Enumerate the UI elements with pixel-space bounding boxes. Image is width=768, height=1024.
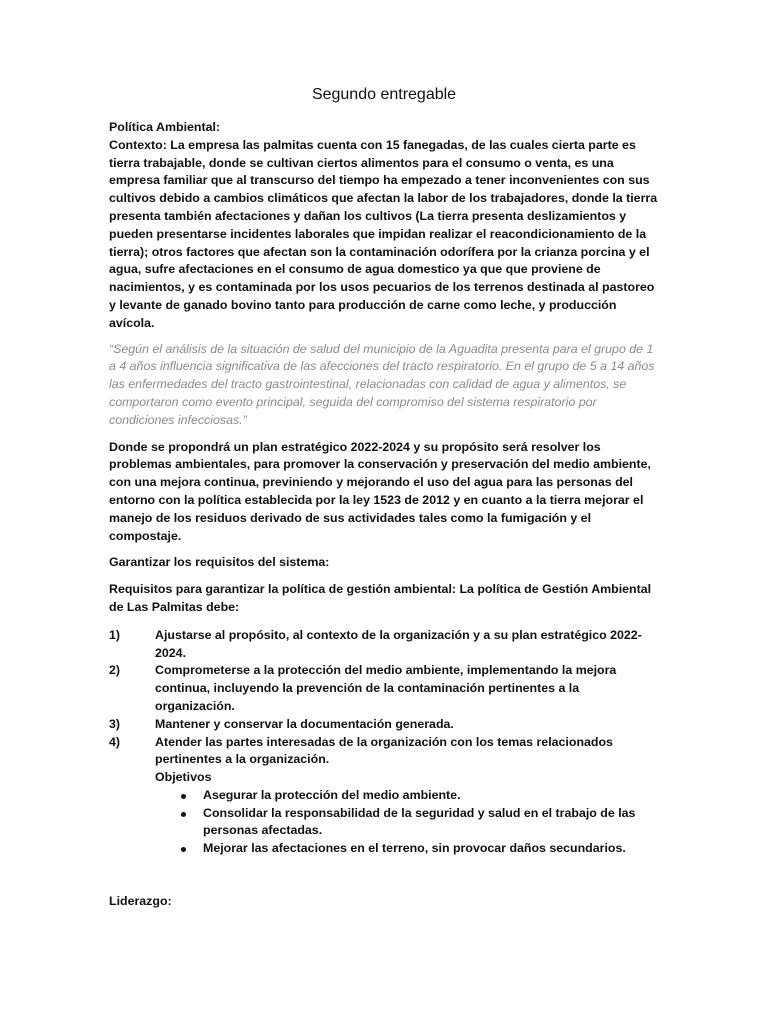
guarantee-heading: Garantizar los requisitos del sistema: xyxy=(109,555,330,570)
list-item-text: Mejorar las afectaciones en el terreno, sin provocar daños secundarios. xyxy=(203,841,626,856)
list-number: 1) xyxy=(109,627,121,642)
policy-heading: Política Ambiental: xyxy=(109,120,221,134)
list-item-text: Ajustarse al propósito, al contexto de la organización y a su plan estratégico 2022-2024. xyxy=(155,627,642,660)
requirements-list xyxy=(109,627,659,769)
bullet-icon xyxy=(181,847,186,852)
list-number: 3) xyxy=(109,716,121,731)
list-item xyxy=(109,627,659,663)
list-item xyxy=(109,787,659,805)
document-body xyxy=(109,119,659,911)
context-text: La empresa las palmitas cuenta con 15 fanegadas, de las cuales cierta parte es tierra trabajable, donde se cultivan ciertos alimentos para el consumo o venta, es una empresa familiar que al transcurso del tiempo ha empezado a tener inconvenientes con sus cultivos debido a cambios climáticos que afectan la labor de los trabajadores, donde la tierra presenta también afectaciones y dañan los cultivos (La tierra presenta deslizamientos y pueden presentarse incidentes laborales que impidan realizar el reacondicionamiento de la tierra); otros factores que afectan son la contaminación odorífera por la crianza porcina y el agua, sufre afectaciones en el consumo de agua domestico ya que que proviene de nacimientos, y es contaminada por los usos pecuarios de los terrenos destinada al pastoreo y levante de ganado bovino tanto para producción de carne como leche, y producción avícola. xyxy=(109,137,658,330)
context-paragraph xyxy=(109,137,659,333)
context-label: Contexto: xyxy=(109,137,167,152)
plan-paragraph: Donde se propondrá un plan estratégico 2022-2024 y su propósito será resolver los problemas ambientales, para promover la conservación y preservación del medio ambiente, con una mejora continua, previniendo y mejorando el uso del agua para las personas del entorno con la política establecida por la ley 1523 de 2012 y en cuanto a la tierra mejorar el manejo de los residuos derivado de sus actividades tales como la fumigación y el compostaje. xyxy=(109,439,651,543)
page-title: Segundo entregable xyxy=(311,86,457,103)
list-item xyxy=(109,734,659,770)
list-item-text: Atender las partes interesadas de la organización con los temas relacionados pertinentes a la organización. xyxy=(155,734,613,767)
list-item-text: Mantener y conservar la documentación generada. xyxy=(155,716,454,731)
requirements-intro: Requisitos para garantizar la política de gestión ambiental: La política de Gestión Ambiental de Las Palmitas debe: xyxy=(109,582,652,614)
list-item-text: Comprometerse a la protección del medio ambiente, implementando la mejora continua, incluyendo la prevención de la contaminación pertinentes a la organización. xyxy=(155,663,617,713)
list-item xyxy=(109,662,659,715)
bullet-icon xyxy=(181,794,186,799)
list-item-text: Asegurar la protección del medio ambiente. xyxy=(203,787,461,802)
objectives-heading: Objetivos xyxy=(155,770,212,785)
list-item xyxy=(109,716,659,734)
health-quote: “Según el análisis de la situación de salud del municipio de la Aguadita presenta para el grupo de 1 a 4 años influencia significativa de las afecciones del tracto respiratorio. En el grupo de 5 a 14 años las enfermedades del tracto gastrointestinal, relacionadas con calidad de agua y alimentos, se comportaron como evento principal, seguida del compromiso del sistema respiratorio por condiciones infecciosas.” xyxy=(109,341,655,427)
list-item xyxy=(109,840,659,858)
objectives-list xyxy=(109,787,659,858)
bullet-icon xyxy=(181,812,186,817)
list-item-text: Consolidar la responsabilidad de la seguridad y salud en el trabajo de las personas afectadas. xyxy=(203,805,636,838)
leadership-heading: Liderazgo: xyxy=(109,894,172,909)
list-item xyxy=(109,805,659,841)
list-number: 2) xyxy=(109,663,121,678)
list-number: 4) xyxy=(109,734,121,749)
